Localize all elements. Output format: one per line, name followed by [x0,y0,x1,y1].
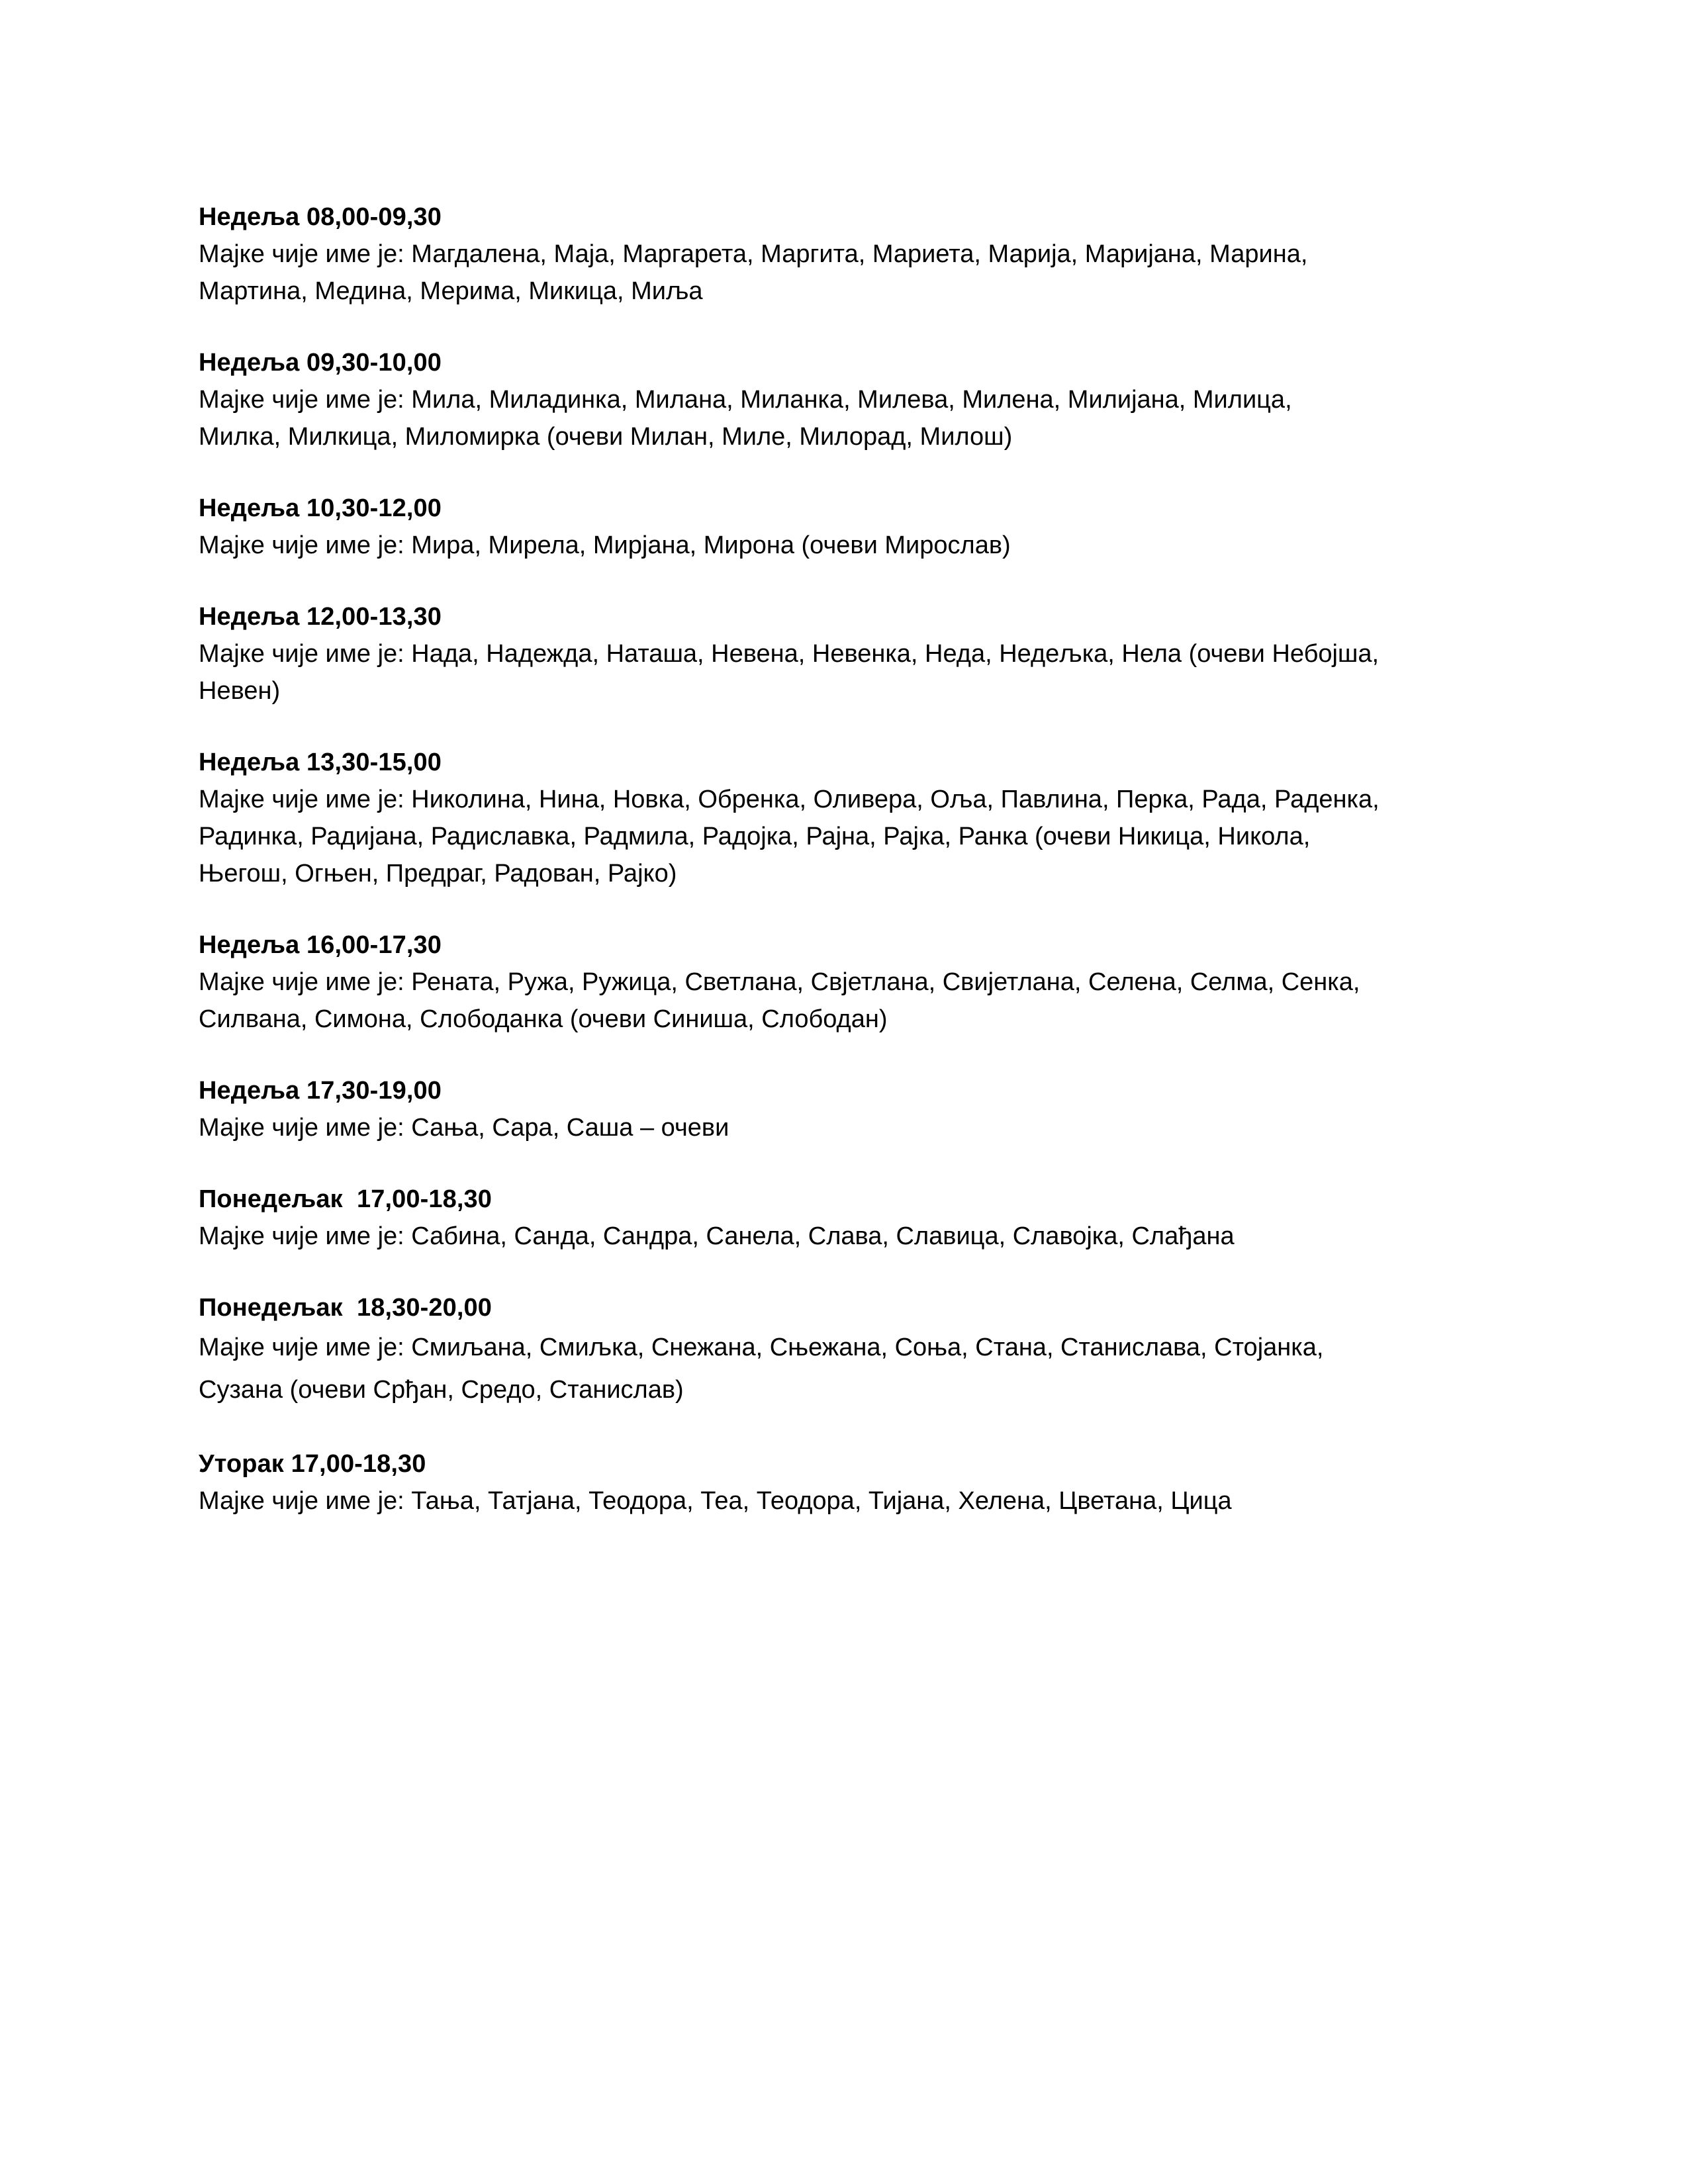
entry-text-line: Невен) [199,677,281,705]
entry-text-line: Мајке чије име је: Сабина, Санда, Сандра, Санела, Слава, Славица, Славојка, Слађана [199,1222,1235,1250]
entry-heading: Недеља 16,00-17,30 [199,931,442,959]
entry-text-line: Мајке чије име је: Магдалена, Маја, Маргарета, Маргита, Мариета, Марија, Маријана, Марина, [199,240,1308,268]
entry-heading: Недеља 09,30-10,00 [199,349,442,377]
schedule-entry [199,199,1489,310]
entry-text-line: Мајке чије име је: Николина, Нина, Новка, Обренка, Оливера, Оља, Павлина, Перка, Рада, Раденка, [199,786,1380,813]
entry-heading: Недеља 10,30-12,00 [199,494,442,522]
entry-heading: Недеља 13,30-15,00 [199,749,442,776]
entry-heading: Недеља 12,00-13,30 [199,603,442,631]
entry-text-line: Милка, Милкица, Миломирка (очеви Милан, Миле, Милорад, Милош) [199,423,1013,451]
schedule-entry [199,1289,1489,1411]
entry-text-line: Мајке чије име је: Нада, Надежда, Наташа, Невена, Невенка, Неда, Недељка, Нела (очеви Небојша, [199,640,1380,668]
entry-text-line: Мајке чије име је: Мира, Мирела, Мирјана, Мирона (очеви Мирослав) [199,531,1011,559]
schedule-entry [199,1181,1489,1255]
entry-text-line: Мајке чије име је: Тања, Татјана, Теодора, Теа, Теодора, Тијана, Хелена, Цветана, Цица [199,1487,1232,1515]
entry-text-line: Мајке чије име је: Мила, Миладинка, Милана, Миланка, Милева, Милена, Милијана, Милица, [199,386,1292,414]
schedule-document [199,199,1489,1554]
entry-text-line: Силвана, Симона, Слободанка (очеви Синиша, Слободан) [199,1005,888,1033]
entry-text-line: Радинка, Радијана, Радиславка, Радмила, Радојка, Рајна, Рајка, Ранка (очеви Никица, Никола, [199,823,1311,850]
entry-text-line: Мајке чије име је: Сања, Сара, Саша – очеви [199,1114,729,1142]
entry-text-line: Мајке чије име је: Смиљана, Смиљка, Снежана, Сњежана, Соња, Стана, Станислава, Стојанка, [199,1334,1324,1361]
entry-heading: Понедељак 18,30-20,00 [199,1294,492,1322]
entry-heading: Уторак 17,00-18,30 [199,1450,426,1478]
schedule-entry [199,344,1489,455]
schedule-entry [199,744,1489,892]
entry-heading: Недеља 17,30-19,00 [199,1077,442,1105]
entry-text-line: Сузана (очеви Срђан, Средо, Станислав) [199,1376,684,1404]
entry-text-line: Мајке чије име је: Рената, Ружа, Ружица, Светлана, Свјетлана, Свијетлана, Селена, Селма, Сенка, [199,968,1360,996]
entry-heading: Понедељак 17,00-18,30 [199,1185,492,1213]
entry-heading: Недеља 08,00-09,30 [199,203,442,231]
schedule-entry [199,927,1489,1038]
schedule-entry [199,1072,1489,1146]
entry-text-line: Његош, Огњен, Предраг, Радован, Рајко) [199,860,677,887]
schedule-entry [199,598,1489,709]
schedule-entry [199,1445,1489,1520]
schedule-entry [199,490,1489,564]
entry-text-line: Мартина, Медина, Мерима, Микица, Миља [199,277,703,305]
